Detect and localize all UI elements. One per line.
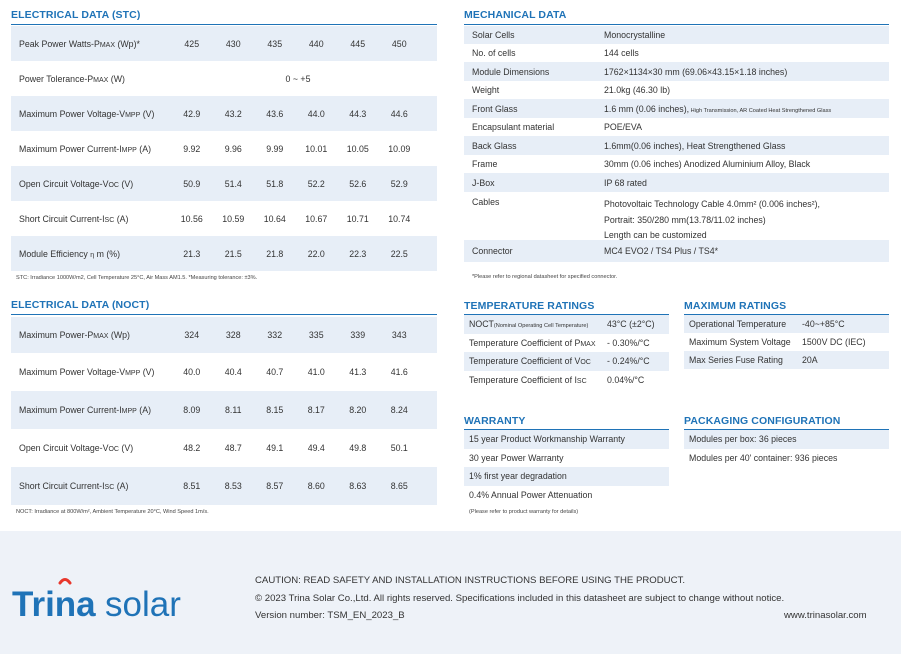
row-label [11, 179, 171, 189]
rating-value: 43°C (±2°C) [607, 319, 655, 330]
cell-value: 8.51 [183, 481, 201, 491]
list-item [464, 430, 669, 449]
mechanical-value-line: Photovoltaic Technology Cable 4.0mm² (0.006 inches²), [604, 199, 820, 209]
label-text: Maximum Power-P [19, 330, 94, 340]
cell-value: 40.4 [224, 367, 242, 377]
cell-value: 8.20 [349, 405, 367, 415]
packaging-title: PACKAGING CONFIGURATION [684, 415, 841, 427]
mechanical-value [604, 122, 889, 132]
footer-caution: CAUTION: READ SAFETY AND INSTALLATION INSTRUCTIONS BEFORE USING THE PRODUCT. [255, 575, 685, 586]
cell-value: 10.09 [388, 143, 411, 154]
cell-value: 9.99 [266, 143, 284, 154]
rating-key-text: NOCT [469, 319, 494, 330]
rating-key [464, 319, 607, 329]
cell-value: 41.6 [390, 367, 408, 377]
table-row [11, 429, 437, 467]
noct-note: NOCT: Irradiance at 800W/m², Ambient Temperature 20°C, Wind Speed 1m/s. [16, 509, 209, 515]
list-item [684, 449, 889, 468]
mechanical-key: Back Glass [472, 140, 517, 151]
label-unit: (Wp) [108, 330, 130, 340]
list-item-text: 15 year Product Workmanship Warranty [469, 434, 625, 445]
label-text: Maximum Power Voltage-V [19, 367, 126, 377]
trina-solar-logo-mark [12, 577, 202, 623]
cell-value: 22.0 [307, 248, 325, 259]
mechanical-value-text: IP 68 rated [604, 177, 647, 188]
maximum-title: MAXIMUM RATINGS [684, 300, 787, 312]
rating-key-text: Temperature Coefficient of I [469, 374, 577, 385]
label-subscript: MAX [93, 76, 109, 84]
label-text: Module Efficiency [19, 248, 91, 259]
label-text: Power Tolerance-P [19, 73, 94, 84]
cell-value: 328 [225, 330, 241, 340]
cell-value: 10.71 [346, 213, 369, 224]
footer-version: Version number: TSM_EN_2023_B [255, 610, 405, 621]
mechanical-value-text: 144 cells [604, 48, 639, 58]
cell-value: 343 [391, 330, 407, 340]
table-row [11, 236, 437, 271]
mechanical-value-note: High Transmission, AR Coated Heat Strengthened Glass [689, 107, 832, 114]
table-row [11, 467, 437, 505]
label-subscript: MPP [125, 111, 141, 119]
list-item-text: 30 year Power Warranty [469, 452, 564, 463]
cell-value: 8.63 [349, 481, 367, 491]
warranty-table [464, 430, 669, 504]
logo-text-light: solar [105, 585, 181, 623]
row-label [11, 74, 171, 84]
cell-value: 40.7 [266, 367, 284, 377]
mechanical-row [464, 99, 889, 118]
mechanical-value [604, 30, 889, 40]
cell-value: 52.9 [390, 178, 408, 189]
mechanical-value [604, 159, 889, 169]
warranty-title: WARRANTY [464, 415, 526, 427]
label-text: Peak Power Watts-P [19, 38, 100, 49]
cell-value: 450 [391, 38, 407, 49]
cell-value: 21.3 [183, 248, 201, 259]
mechanical-key: Front Glass [472, 103, 518, 114]
mechanical-key: Encapsulant material [472, 122, 555, 132]
cell-value: 42.9 [183, 108, 201, 119]
rating-key-text: Maximum System Voltage [689, 337, 791, 347]
rating-row [684, 351, 889, 369]
label-subscript: OC [108, 181, 119, 189]
temperature-table [464, 315, 669, 389]
mechanical-key: J-Box [472, 177, 495, 188]
cell-value: 21.5 [224, 248, 242, 259]
table-row [11, 96, 437, 131]
mechanical-value [604, 48, 889, 58]
row-label [11, 330, 171, 340]
cell-value: 9.96 [224, 143, 242, 154]
rating-value: 20A [802, 355, 818, 365]
mechanical-value-text: POE/EVA [604, 122, 642, 132]
stc-title: ELECTRICAL DATA (STC) [11, 9, 141, 21]
label-unit: (A) [114, 481, 129, 491]
mechanical-value [604, 67, 889, 77]
table-row [11, 317, 437, 353]
rating-key-subscript: SC [576, 377, 587, 385]
cell-value: 22.5 [390, 248, 408, 259]
label-text: Open Circuit Voltage-V [19, 443, 109, 453]
rating-value: 1500V DC (IEC) [802, 337, 866, 347]
cell-value: 332 [267, 330, 283, 340]
rating-value: -40~+85°C [802, 319, 845, 329]
rating-key-text: Temperature Coefficient of P [469, 337, 581, 348]
cell-value: 10.67 [305, 213, 328, 224]
cell-value: 335 [308, 330, 324, 340]
footer-copyright: © 2023 Trina Solar Co.,Ltd. All rights reserved. Specifications included in this datasheet are subject to change without notice. [255, 593, 785, 604]
rating-value: - 0.24%/°C [607, 356, 650, 367]
label-subscript: η [90, 251, 95, 259]
label-subscript: MPP [121, 408, 137, 415]
table-row [11, 61, 437, 96]
cell-value: 44.0 [307, 108, 325, 119]
rating-row [464, 334, 669, 353]
label-unit: (V) [118, 443, 134, 453]
cell-value: 22.3 [349, 248, 367, 259]
rating-value: 0.04%/°C [607, 374, 645, 385]
label-unit: (V) [118, 178, 134, 189]
cell-value: 10.74 [388, 213, 411, 224]
cell-value: 8.09 [183, 405, 201, 415]
label-unit: (A) [136, 143, 151, 154]
table-row [11, 131, 437, 166]
rating-key [684, 337, 802, 347]
label-text: Maximum Power Current-I [19, 143, 122, 154]
rating-key [464, 356, 607, 366]
cell-value: 8.60 [307, 481, 325, 491]
mechanical-row [464, 118, 889, 136]
maximum-table [684, 315, 889, 369]
rating-value: - 0.30%/°C [607, 337, 650, 348]
label-unit: (W) [108, 73, 125, 84]
mechanical-key: Cables [472, 197, 500, 207]
cell-value: 50.9 [183, 178, 201, 189]
cell-value: 44.6 [390, 108, 408, 119]
list-item-text: Modules per box: 36 pieces [689, 434, 797, 445]
label-unit: (V) [140, 367, 155, 377]
rating-key-subscript: OC [580, 359, 591, 367]
label-subscript: MPP [125, 370, 141, 377]
mechanical-key: Frame [472, 159, 498, 169]
row-label [11, 249, 171, 259]
rating-key [464, 375, 607, 385]
cell-value: 52.2 [307, 178, 325, 189]
mechanical-row [464, 81, 889, 99]
mechanical-value [604, 178, 889, 188]
cell-value: 48.7 [224, 443, 242, 453]
cell-value: 10.64 [263, 213, 286, 224]
row-label [11, 405, 171, 415]
row-label [11, 367, 171, 377]
rating-key-text: Temperature Coefficient of V [469, 356, 581, 367]
mechanical-value-text: 21.0kg (46.30 lb) [604, 85, 671, 95]
table-row [11, 353, 437, 391]
rating-key-text: Max Series Fuse Rating [689, 355, 783, 365]
logo-text-bold: Trina [12, 585, 96, 623]
label-text: Maximum Power Voltage-V [19, 108, 126, 119]
cell-value: 8.57 [266, 481, 284, 491]
mechanical-row [464, 26, 889, 44]
mechanical-note: *Please refer to regional datasheet for specified connector. [472, 274, 618, 280]
cell-value: 49.8 [349, 443, 367, 453]
warranty-note: (Please refer to product warranty for details) [469, 509, 579, 515]
cell-value: 440 [308, 38, 324, 49]
rating-row [464, 315, 669, 334]
row-label [11, 144, 171, 154]
rating-row [684, 333, 889, 351]
cell-value: 43.2 [224, 108, 242, 119]
table-row [11, 166, 437, 201]
mechanical-key: No. of cells [472, 48, 516, 58]
mechanical-row [464, 62, 889, 81]
table-row [11, 201, 437, 236]
mechanical-row [464, 155, 889, 173]
cell-value: 10.01 [305, 143, 328, 154]
list-item [464, 449, 669, 468]
row-label [11, 481, 171, 491]
list-item [684, 430, 889, 449]
mechanical-value [604, 85, 889, 95]
mechanical-value-text: Monocrystalline [604, 30, 666, 40]
cell-value: 8.11 [225, 405, 242, 415]
cell-value: 324 [184, 330, 200, 340]
label-subscript: SC [104, 216, 115, 224]
cell-value: 8.24 [390, 405, 408, 415]
label-subscript: OC [108, 446, 119, 453]
row-label [11, 109, 171, 119]
label-subscript: SC [104, 484, 115, 491]
rating-key-note: (Nominal Operating Cell Temperature) [493, 323, 589, 330]
mechanical-row [464, 136, 889, 155]
mechanical-value-line: Portrait: 350/280 mm(13.78/11.02 inches) [604, 214, 766, 225]
label-text: Short Circuit Current-I [19, 213, 105, 224]
mechanical-key: Weight [472, 85, 500, 95]
label-subscript: MAX [99, 41, 115, 49]
list-item [464, 467, 669, 486]
cell-value: 8.17 [307, 405, 325, 415]
cell-value: 9.92 [183, 143, 201, 154]
label-text: Maximum Power Current-I [19, 405, 122, 415]
cell-value: 8.53 [224, 481, 242, 491]
rating-row [464, 371, 669, 390]
table-row [11, 26, 437, 61]
mechanical-value [604, 246, 889, 256]
label-unit: m (%) [94, 248, 121, 259]
mechanical-value [604, 197, 889, 244]
cell-value: 49.1 [266, 443, 284, 453]
mechanical-title: MECHANICAL DATA [464, 9, 567, 21]
cell-value: 425 [184, 38, 200, 49]
cell-value: 41.0 [307, 367, 325, 377]
list-item-text: Modules per 40' container: 936 pieces [689, 452, 838, 463]
mechanical-title-rule [464, 24, 889, 25]
cell-value: 43.6 [266, 108, 284, 119]
mechanical-value-text: 30mm (0.06 inches) Anodized Aluminium Alloy, Black [604, 159, 811, 169]
mechanical-table [464, 26, 889, 262]
cell-value: 10.59 [222, 213, 245, 224]
cell-value: 51.4 [224, 178, 242, 189]
cell-value: 41.3 [349, 367, 367, 377]
row-label [11, 39, 171, 49]
cell-value: 10.05 [346, 143, 369, 154]
mechanical-row [464, 192, 889, 240]
cell-value: 40.0 [183, 367, 201, 377]
mechanical-value-text: MC4 EVO2 / TS4 Plus / TS4* [604, 246, 719, 256]
cell-value: 44.3 [349, 108, 367, 119]
mechanical-row [464, 173, 889, 192]
label-unit: (V) [140, 108, 155, 119]
mechanical-value [604, 141, 889, 151]
cell-value: 48.2 [183, 443, 201, 453]
rating-key [464, 338, 607, 348]
label-text: Short Circuit Current-I [19, 481, 105, 491]
noct-title: ELECTRICAL DATA (NOCT) [11, 299, 150, 311]
table-row [11, 391, 437, 429]
rating-row [464, 352, 669, 371]
stc-title-rule [11, 24, 437, 25]
mechanical-key: Module Dimensions [472, 66, 550, 77]
list-item [464, 486, 669, 505]
cell-value: 445 [350, 38, 366, 49]
cell-value: 430 [225, 38, 241, 49]
rating-key [684, 319, 802, 329]
cell-value: 21.8 [266, 248, 284, 259]
label-subscript: MPP [121, 146, 137, 154]
cell-value: 10.56 [180, 213, 203, 224]
noct-title-rule [11, 314, 437, 315]
stc-note: STC: Irradiance 1000W/m2, Cell Temperature 25°C, Air Mass AM1.5. *Measuring tolerance: ±3%. [16, 275, 258, 281]
rating-key-subscript: MAX [580, 340, 596, 348]
list-item-text: 1% first year degradation [469, 471, 567, 482]
row-value-span: 0 ~ +5 [285, 73, 311, 84]
mechanical-value-text: 1762×1134×30 mm (69.06×43.15×1.18 inches) [604, 66, 788, 77]
cell-value: 52.6 [349, 178, 367, 189]
cell-value: 49.4 [307, 443, 325, 453]
temperature-title: TEMPERATURE RATINGS [464, 300, 595, 312]
label-unit: (A) [136, 405, 151, 415]
stc-table [11, 26, 437, 271]
mechanical-row [464, 44, 889, 62]
mechanical-value [604, 104, 889, 114]
noct-table [11, 317, 437, 505]
cell-value: 8.15 [266, 405, 284, 415]
mechanical-value-text: 1.6mm(0.06 inches), Heat Strengthened Glass [604, 140, 786, 151]
cell-value: 50.1 [390, 443, 408, 453]
label-unit: (A) [114, 213, 129, 224]
mechanical-value-line: Length can be customized [604, 230, 707, 240]
mechanical-value-text: 1.6 mm (0.06 inches), [604, 103, 690, 114]
rating-row [684, 315, 889, 333]
cell-value: 8.65 [390, 481, 408, 491]
mechanical-key: Connector [472, 246, 513, 256]
list-item-text: 0.4% Annual Power Attenuation [469, 489, 593, 500]
label-subscript: MAX [93, 333, 109, 340]
packaging-table [684, 430, 889, 467]
trina-solar-logo [12, 577, 202, 623]
row-label [11, 443, 171, 453]
row-label [11, 214, 171, 224]
label-text: Open Circuit Voltage-V [19, 178, 109, 189]
label-unit: (Wp)* [115, 38, 140, 49]
mechanical-key: Solar Cells [472, 30, 515, 40]
cell-value: 435 [267, 38, 283, 49]
cell-value: 51.8 [266, 178, 284, 189]
footer-website-link[interactable]: www.trinasolar.com [784, 610, 867, 621]
rating-key-text: Operational Temperature [689, 319, 787, 329]
rating-key [684, 355, 802, 365]
cell-value: 339 [350, 330, 366, 340]
